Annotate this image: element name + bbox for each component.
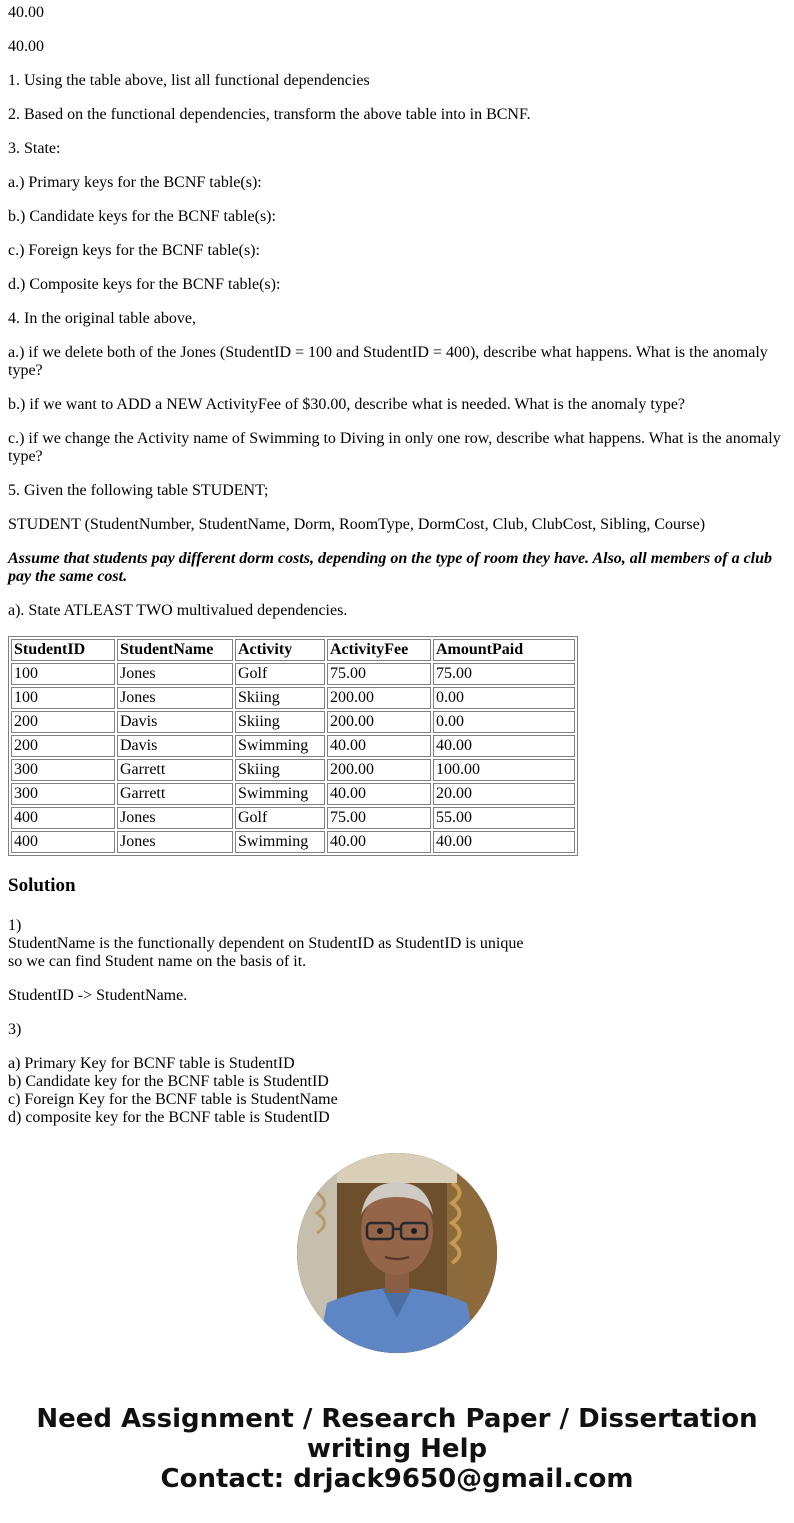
table-cell: 200.00 [327,711,431,733]
question-3d: d.) Composite keys for the BCNF table(s): [8,276,281,293]
tutor-avatar [297,1153,497,1353]
table-row [11,759,575,781]
table-row [11,783,575,805]
table-cell: 40.00 [433,735,575,757]
table-cell: 40.00 [327,735,431,757]
question-3c: c.) Foreign keys for the BCNF table(s): [8,242,260,259]
table-cell: 300 [11,759,115,781]
solution-line: c) Foreign Key for the BCNF table is StudentName [8,1091,338,1108]
question-2: 2. Based on the functional dependencies, transform the above table into in BCNF. [8,106,531,123]
table-cell: 100 [11,687,115,709]
assumption-note: Assume that students pay different dorm costs, depending on the type of room they have. Also, all members of a club pay the same cost. [8,550,773,585]
intro-line: 40.00 [8,4,44,21]
question-3b: b.) Candidate keys for the BCNF table(s): [8,208,276,225]
avatar [297,1153,497,1353]
question-3: 3. State: [8,140,61,157]
column-header: Activity [235,639,325,661]
column-header: StudentName [117,639,233,661]
column-header: AmountPaid [433,639,575,661]
table-cell: Skiing [235,711,325,733]
table-cell: Swimming [235,831,325,853]
table-cell: 0.00 [433,687,575,709]
table-row [11,735,575,757]
table-cell: 400 [11,807,115,829]
promo-line: writing Help [306,1434,488,1464]
table-row [11,807,575,829]
table-cell: 75.00 [327,663,431,685]
table-cell: Garrett [117,759,233,781]
table-header-row [11,639,575,661]
table-cell: 200 [11,711,115,733]
question-4: 4. In the original table above, [8,310,196,327]
solution-line: d) composite key for the BCNF table is StudentID [8,1109,330,1126]
mvd-question: a). State ATLEAST TWO multivalued dependencies. [8,602,348,619]
column-header: StudentID [11,639,115,661]
question-3a: a.) Primary keys for the BCNF table(s): [8,174,262,191]
table-row [11,831,575,853]
student-schema: STUDENT (StudentNumber, StudentName, Dorm, RoomType, DormCost, Club, ClubCost, Sibling, Course) [8,516,706,533]
table-cell: 400 [11,831,115,853]
solution-line: a) Primary Key for BCNF table is StudentID [8,1055,295,1072]
table-cell: 40.00 [327,831,431,853]
table-cell: Skiing [235,759,325,781]
promo-banner [0,1404,794,1494]
solution-part-3 [8,1055,786,1127]
table-cell: Davis [117,711,233,733]
table-cell: Garrett [117,783,233,805]
table-row [11,663,575,685]
solution-label: 3) [8,1021,22,1038]
table-cell: Skiing [235,687,325,709]
solution-line: so we can find Student name on the basis of it. [8,953,307,970]
table-row [11,711,575,733]
functional-dependency: StudentID -> StudentName. [8,987,188,1004]
table-row [11,687,575,709]
table-cell: Golf [235,807,325,829]
table-cell: 75.00 [327,807,431,829]
table-cell: 300 [11,783,115,805]
question-4a: a.) if we delete both of the Jones (StudentID = 100 and StudentID = 400), describe what happens. What is the anomaly type? [8,344,768,379]
table-cell: 40.00 [433,831,575,853]
table-cell: Jones [117,687,233,709]
tutor-portrait-icon [297,1153,497,1353]
table-cell: Jones [117,807,233,829]
table-cell: 200.00 [327,759,431,781]
column-header: ActivityFee [327,639,431,661]
solution-heading: Solution [8,875,76,896]
table-cell: 40.00 [327,783,431,805]
solution-line: b) Candidate key for the BCNF table is StudentID [8,1073,329,1090]
table-cell: 0.00 [433,711,575,733]
table-cell: Davis [117,735,233,757]
solution-label: 1) [8,917,22,934]
table-cell: Jones [117,663,233,685]
question-4c: c.) if we change the Activity name of Swimming to Diving in only one row, describe what happens. What is the anomaly type? [8,430,781,465]
table-cell: 200 [11,735,115,757]
table-cell: Jones [117,831,233,853]
question-4b: b.) if we want to ADD a NEW ActivityFee of $30.00, describe what is needed. What is the anomaly type? [8,396,686,413]
table-cell: Golf [235,663,325,685]
solution-line: StudentName is the functionally dependent on StudentID as StudentID is unique [8,935,524,952]
table-cell: 55.00 [433,807,575,829]
table-cell: 100 [11,663,115,685]
table-cell: 75.00 [433,663,575,685]
table-cell: Swimming [235,783,325,805]
question-5: 5. Given the following table STUDENT; [8,482,269,499]
table-cell: 20.00 [433,783,575,805]
student-activity-table [8,636,578,856]
question-1: 1. Using the table above, list all functional dependencies [8,72,370,89]
table-cell: Swimming [235,735,325,757]
table-cell: 200.00 [327,687,431,709]
intro-line: 40.00 [8,38,44,55]
promo-contact: Contact: drjack9650@gmail.com [160,1464,634,1494]
solution-part-1 [8,917,786,971]
promo-line: Need Assignment / Research Paper / Dissertation [36,1404,758,1434]
table-cell: 100.00 [433,759,575,781]
